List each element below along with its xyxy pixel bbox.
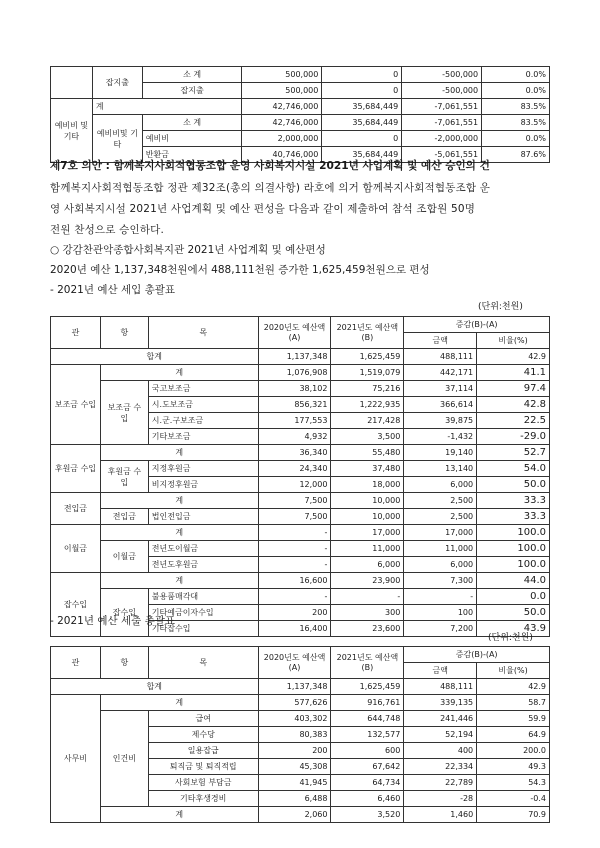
table-row: 시.군.구보조금 177,553 217,428 39,875 22.5 xyxy=(51,413,550,429)
table-row: 시.도보조금 856,321 1,222,935 366,614 42.8 xyxy=(51,397,550,413)
table-row: 잡지출 500,000 0 -500,000 0.0% xyxy=(51,83,550,99)
agenda-title: 제7호 의안 : 함께복지사회적협동조합 운영 사회복지시설 2021년 사업계획 및 예산 승인의 건 xyxy=(50,160,490,172)
budget-summary: 2020년 예산 1,137,348천원에서 488,111천원 증가한 1,625,459천원으로 편성 xyxy=(50,264,430,276)
table-row: 인건비 급여 403,302 644,748 241,446 59.9 xyxy=(51,711,550,727)
table-row: 잡수입 계 16,600 23,900 7,300 44.0 xyxy=(51,573,550,589)
table-row: 기타예금이자수입 200 300 100 50.0 xyxy=(51,605,550,621)
table-header-row: 금액 비율(%) xyxy=(51,663,550,679)
agenda-paragraph-line: 전원 찬성으로 승인하다. xyxy=(50,224,165,236)
top-budget-table xyxy=(50,66,550,163)
table-row: 전입금 계 7,500 10,000 2,500 33.3 xyxy=(51,493,550,509)
income-summary-table xyxy=(50,316,550,637)
expense-table-title: - 2021년 예산 세출 총괄표 xyxy=(50,615,176,627)
table-row: 전입금 법인전입금 7,500 10,000 2,500 33.3 xyxy=(51,509,550,525)
table-row: 예비비 2,000,000 0 -2,000,000 0.0% xyxy=(51,131,550,147)
table-row: 후원금 수입 계 36,340 55,480 19,140 52.7 xyxy=(51,445,550,461)
table-row-total: 합계 1,137,348 1,625,459 488,111 42.9 xyxy=(51,349,550,365)
table-row: 후원금 수입 지정후원금 24,340 37,480 13,140 54.0 xyxy=(51,461,550,477)
agenda-paragraph-line: 함께복지사회적협동조합 정관 제32조(총의 의결사항) 라호에 의거 함께복지사회적협동조합 운 xyxy=(50,182,491,194)
table-row: 잡지출 소 계 500,000 0 -500,000 0.0% xyxy=(51,67,550,83)
table-row: 비지정후원금 12,000 18,000 6,000 50.0 xyxy=(51,477,550,493)
income-unit-label: (단위:천원) xyxy=(478,302,523,312)
table-header-row: 관 항 목 2020년도 예산액(A) 2021년도 예산액(B) 증감(B)-(A) xyxy=(51,647,550,663)
table-row: 기타보조금 4,932 3,500 -1,432 -29.0 xyxy=(51,429,550,445)
table-row-total: 합계 1,137,348 1,625,459 488,111 42.9 xyxy=(51,679,550,695)
table-row: 일용잡급 200 600 400 200.0 xyxy=(51,743,550,759)
table-row: 이월금 계 - 17,000 17,000 100.0 xyxy=(51,525,550,541)
table-row: 이월금 전년도이월금 - 11,000 11,000 100.0 xyxy=(51,541,550,557)
table-row: 퇴직금 및 퇴직적립 45,308 67,642 22,334 49.3 xyxy=(51,759,550,775)
expense-summary-table xyxy=(50,646,550,823)
table-row: 보조금 수입 국고보조금 38,102 75,216 37,114 97.4 xyxy=(51,381,550,397)
table-header-row: 관 항 목 2020년도 예산액(A) 2021년도 예산액(B) 증감(B)-(A) xyxy=(51,317,550,333)
table-row: 기타후생경비 6,488 6,460 -28 -0.4 xyxy=(51,791,550,807)
table-row: 예비비 및 기타 계 42,746,000 35,684,449 -7,061,551 83.5% xyxy=(51,99,550,115)
table-row: 사무비 계 577,626 916,761 339,135 58.7 xyxy=(51,695,550,711)
expense-unit-label: (단위:천원) xyxy=(488,633,533,643)
table-row: 예비비및 기타 소 계 42,746,000 35,684,449 -7,061,551 83.5% xyxy=(51,115,550,131)
table-row: 반환금 40,746,000 35,684,449 -5,061,551 87.6% xyxy=(51,147,550,163)
agenda-paragraph-line: 영 사회복지시설 2021년 사업계획 및 예산 편성을 다음과 같이 제출하여 참석 조합원 50명 xyxy=(50,203,476,215)
table-row: 계 2,060 3,520 1,460 70.9 xyxy=(51,807,550,823)
table-row: 사회보험 부담금 41,945 64,734 22,789 54.3 xyxy=(51,775,550,791)
table-row: 제수당 80,383 132,577 52,194 64.9 xyxy=(51,727,550,743)
table-row: 기타잡수입 16,400 23,600 7,200 43.9 xyxy=(51,621,550,637)
table-row: 전년도후원금 - 6,000 6,000 100.0 xyxy=(51,557,550,573)
table-row: 보조금 수입 계 1,076,908 1,519,079 442,171 41.1 xyxy=(51,365,550,381)
facility-heading: ○ 강감찬관악종합사회복지관 2021년 사업계획 및 예산편성 xyxy=(50,244,326,256)
income-table-title: - 2021년 예산 세입 총괄표 xyxy=(50,284,176,296)
table-row: 잡수입 불용품매각대 - - - 0.0 xyxy=(51,589,550,605)
table-header-row: 금액 비율(%) xyxy=(51,333,550,349)
